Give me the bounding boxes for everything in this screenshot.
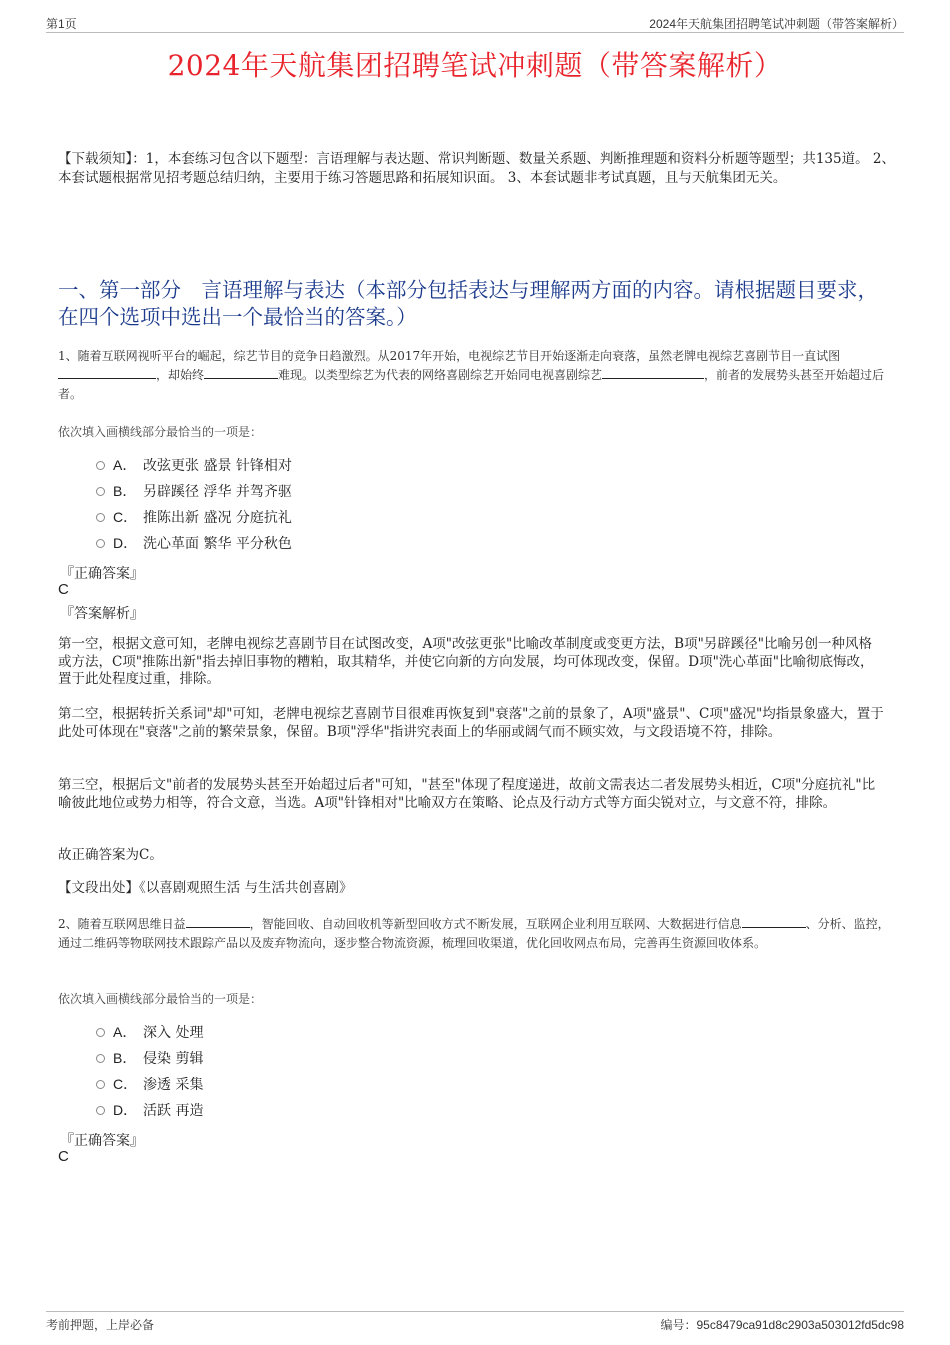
option-text: 侵染 剪辑	[143, 1051, 204, 1067]
stem-text: 难现。以类型综艺为代表的网络喜剧综艺开始同电视喜剧综艺	[278, 368, 603, 382]
correct-answer-label: 『正确答案』	[60, 566, 144, 582]
question-2-options	[96, 1019, 203, 1123]
option-a[interactable]	[96, 452, 292, 478]
section-heading: 一、第一部分 言语理解与表达（本部分包括表达与理解两方面的内容。请根据题目要求，在四个选项中选出一个最恰当的答案。）	[58, 278, 878, 329]
option-d[interactable]	[96, 1097, 203, 1123]
option-label: C．	[113, 509, 138, 525]
fill-blank	[186, 915, 250, 928]
stem-text: ，智能回收、自动回收机等新型回收方式不断发展，互联网企业利用互联网、大数据进行信息	[249, 917, 742, 931]
header-doc-title: 2024年天航集团招聘笔试冲刺题（带答案解析）	[649, 17, 904, 31]
page-number: 第1页	[46, 17, 77, 31]
option-label: A．	[113, 1024, 137, 1040]
analysis-conclusion: 故正确答案为C。	[58, 847, 163, 863]
stem-text: 2、随着互联网思维日益	[58, 917, 186, 931]
option-text: 渗透 采集	[143, 1077, 204, 1093]
stem-text: ，却始终	[156, 368, 205, 382]
fill-blank	[742, 915, 806, 928]
option-label: C．	[113, 1076, 138, 1092]
radio-icon[interactable]	[96, 461, 105, 470]
question-1-options	[96, 452, 292, 556]
option-c[interactable]	[96, 1071, 203, 1097]
analysis-paragraph: 第一空，根据文意可知，老牌电视综艺喜剧节目在试图改变，A项"改弦更张"比喻改革制度或变更方法，B项"另辟蹊径"比喻另创一种风格或方法，C项"推陈出新"指去掉旧事物的糟粕，取其精华，并使它向新的方向发展，均可体现改变，保留。D项"洗心革面"比喻彻底悔改，置于此处程度过重，排除。	[58, 636, 874, 687]
question-1-prompt: 依次填入画横线部分最恰当的一项是：	[58, 425, 263, 439]
option-b[interactable]	[96, 1045, 203, 1071]
stem-text: 、分析、监控，通过二维码等物联网技术跟踪产品以及废弃物流向，逐步整合物流资源，梳理回收渠道，优化回收网点布局，完善再生资源回收体系。	[58, 917, 890, 950]
option-d[interactable]	[96, 530, 292, 556]
correct-answer: C	[58, 581, 69, 598]
option-label: B．	[113, 1050, 137, 1066]
page-footer	[46, 1311, 904, 1334]
footer-slogan: 考前押题，上岸必备	[46, 1318, 155, 1332]
question-1-stem	[58, 347, 900, 404]
radio-icon[interactable]	[96, 539, 105, 548]
radio-icon[interactable]	[96, 487, 105, 496]
correct-answer: C	[58, 1148, 69, 1165]
question-2-stem	[58, 915, 900, 953]
source-citation: 【文段出处】《以喜剧观照生活 与生活共创喜剧》	[58, 880, 353, 896]
correct-answer-label: 『正确答案』	[60, 1133, 144, 1149]
option-text: 深入 处理	[143, 1025, 204, 1041]
stem-text: 1、随着互联网视听平台的崛起，综艺节目的竞争日趋激烈。从2017年开始，电视综艺节目开始逐渐走向衰落，虽然老牌电视综艺喜剧节目一直试图	[58, 349, 841, 363]
question-2-prompt: 依次填入画横线部分最恰当的一项是：	[58, 992, 263, 1006]
option-c[interactable]	[96, 504, 292, 530]
footer-serial-number: 编号：95c8479ca91d8c2903a503012fd5dc98	[660, 1318, 904, 1332]
radio-icon[interactable]	[96, 1054, 105, 1063]
radio-icon[interactable]	[96, 1028, 105, 1037]
stem-text: ，前者的发展势头甚至开始超过后者。	[58, 368, 885, 401]
analysis-paragraph: 第二空，根据转折关系词"却"可知，老牌电视综艺喜剧节目很难再恢复到"衰落"之前的景象了，A项"盛景"、C项"盛况"均指景象盛大，置于此处可体现在"衰落"之前的繁荣景象，保留。B项"浮华"指讲究表面上的华丽或阔气而不顾实效，与文段语境不符，排除。	[58, 706, 884, 740]
option-a[interactable]	[96, 1019, 203, 1045]
fill-blank	[204, 366, 278, 379]
option-label: B．	[113, 483, 137, 499]
option-label: D．	[113, 1102, 138, 1118]
radio-icon[interactable]	[96, 1106, 105, 1115]
document-title: 2024年天航集团招聘笔试冲刺题（带答案解析）	[167, 49, 783, 82]
fill-blank	[58, 366, 156, 379]
option-label: D．	[113, 535, 138, 551]
fill-blank	[602, 366, 704, 379]
option-text: 另辟蹊径 浮华 并驾齐驱	[143, 484, 292, 500]
radio-icon[interactable]	[96, 1080, 105, 1089]
radio-icon[interactable]	[96, 513, 105, 522]
option-text: 活跃 再造	[143, 1103, 204, 1119]
page-header	[46, 14, 904, 33]
analysis-paragraph: 第三空，根据后文"前者的发展势头甚至开始超过后者"可知，"甚至"体现了程度递进，故前文需表达二者发展势头相近，C项"分庭抗礼"比喻彼此地位或势力相等，符合文意，当选。A项"针锋相对"比喻双方在策略、论点及行动方式等方面尖锐对立，与文意不符，排除。	[58, 777, 876, 811]
option-text: 推陈出新 盛况 分庭抗礼	[143, 510, 292, 526]
option-b[interactable]	[96, 478, 292, 504]
option-text: 洗心革面 繁华 平分秋色	[143, 536, 292, 552]
option-text: 改弦更张 盛景 针锋相对	[143, 458, 292, 474]
analysis-label: 『答案解析』	[60, 606, 144, 622]
option-label: A．	[113, 457, 137, 473]
download-notice: 【下载须知】：1，本套练习包含以下题型：言语理解与表达题、常识判断题、数量关系题、判断推理题和资料分析题等题型；共135道。 2、本套试题根据常见招考题总结归纳，主要用于练习答题思路和拓展知识面。 3、本套试题非考试真题，且与天航集团无关。	[58, 151, 895, 186]
